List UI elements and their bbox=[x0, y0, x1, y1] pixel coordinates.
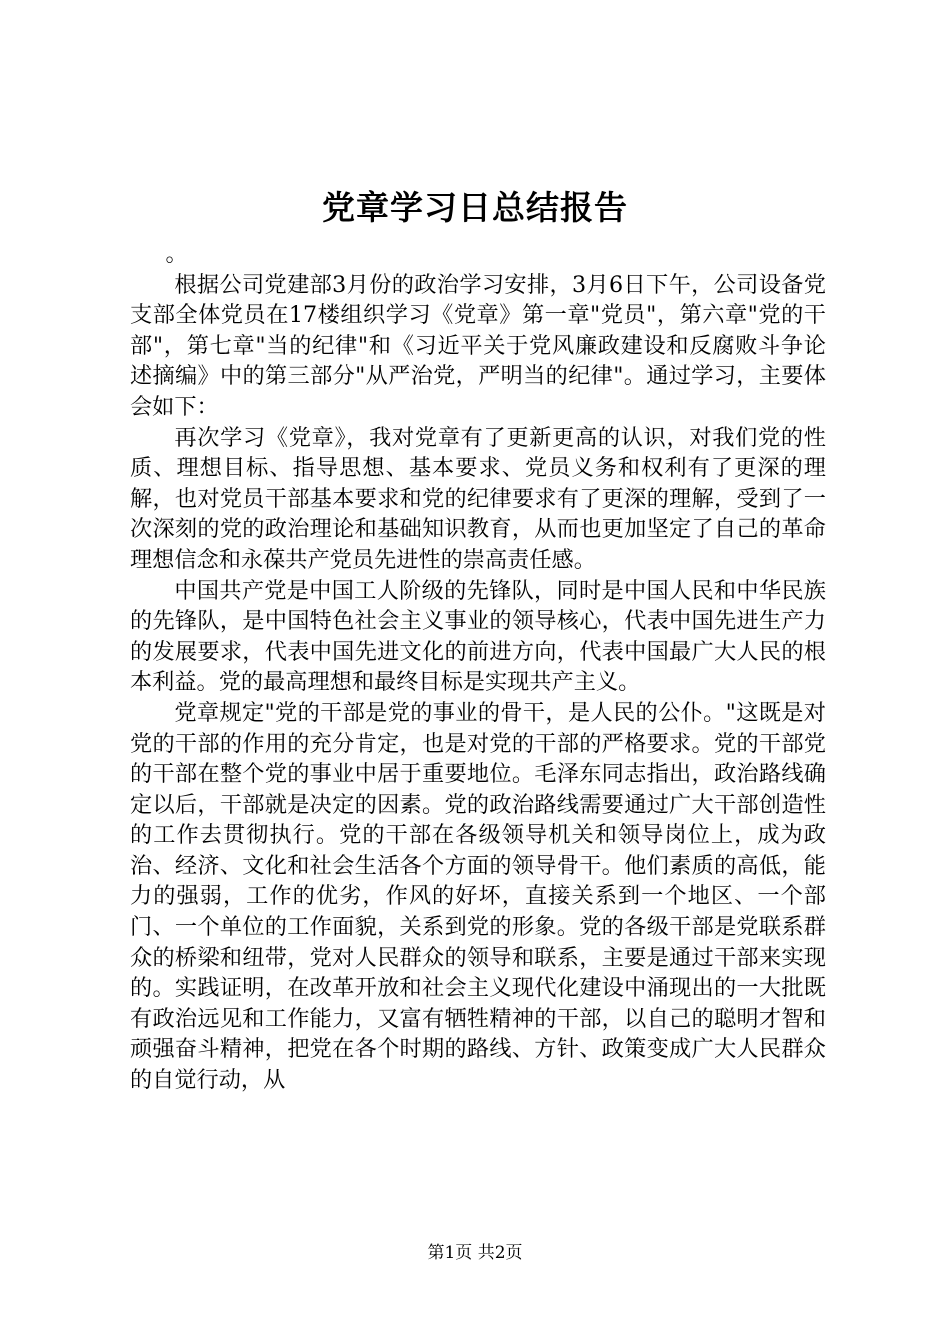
document-body bbox=[130, 239, 826, 1096]
paragraph-3: 中国共产党是中国工人阶级的先锋队，同时是中国人民和中华民族的先锋队，是中国特色社会主义事业的领导核心，代表中国先进生产力的发展要求，代表中国先进文化的前进方向，代表中国最广大人民的根本利益。党的最高理想和最终目标是实现共产主义。 bbox=[130, 577, 826, 696]
document-title: 党章学习日总结报告 bbox=[322, 188, 628, 227]
paragraph-mark: 。 bbox=[165, 241, 188, 267]
paragraph-2: 再次学习《党章》，我对党章有了更新更高的认识，对我们党的性质、理想目标、指导思想、基本要求、党员义务和权利有了更深的理解，也对党员干部基本要求和党的纪律要求有了更深的理解，受到了一次深刻的党的政治理论和基础知识教育，从而也更加坚定了自己的革命理想信念和永葆共产党员先进性的崇高责任感。 bbox=[130, 424, 826, 573]
paragraph-4: 党章规定"党的干部是党的事业的骨干，是人民的公仆。"这既是对党的干部的作用的充分肯定，也是对党的干部的严格要求。党的干部党的干部在整个党的事业中居于重要地位。毛泽东同志指出，政治路线确定以后，干部就是决定的因素。党的政治路线需要通过广大干部创造性的工作去贯彻执行。党的干部在各级领导机关和领导岗位上，成为政治、经济、文化和社会生活各个方面的领导骨干。他们素质的高低，能力的强弱，工作的优劣，作风的好坏，直接关系到一个地区、一个部门、一个单位的工作面貌，关系到党的形象。党的各级干部是党联系群众的桥梁和纽带，党对人民群众的领导和联系，主要是通过干部来实现的。实践证明，在改革开放和社会主义现代化建设中涌现出的一大批既有政治远见和工作能力，又富有牺牲精神的干部，以自己的聪明才智和顽强奋斗精神，把党在各个时期的路线、方针、政策变成广大人民群众的自觉行动，从 bbox=[130, 699, 826, 1094]
paragraph-1: 根据公司党建部3月份的政治学习安排，3月6日下午，公司设备党支部全体党员在17楼组织学习《党章》第一章"党员"，第六章"党的干部"，第七章"当的纪律"和《习近平关于党风廉政建设和反腐败斗争论述摘编》中的第三部分"从严治党，严明当的纪律"。通过学习，主要体会如下： bbox=[130, 271, 826, 420]
page-footer: 第1页 共2页 bbox=[427, 1243, 523, 1263]
